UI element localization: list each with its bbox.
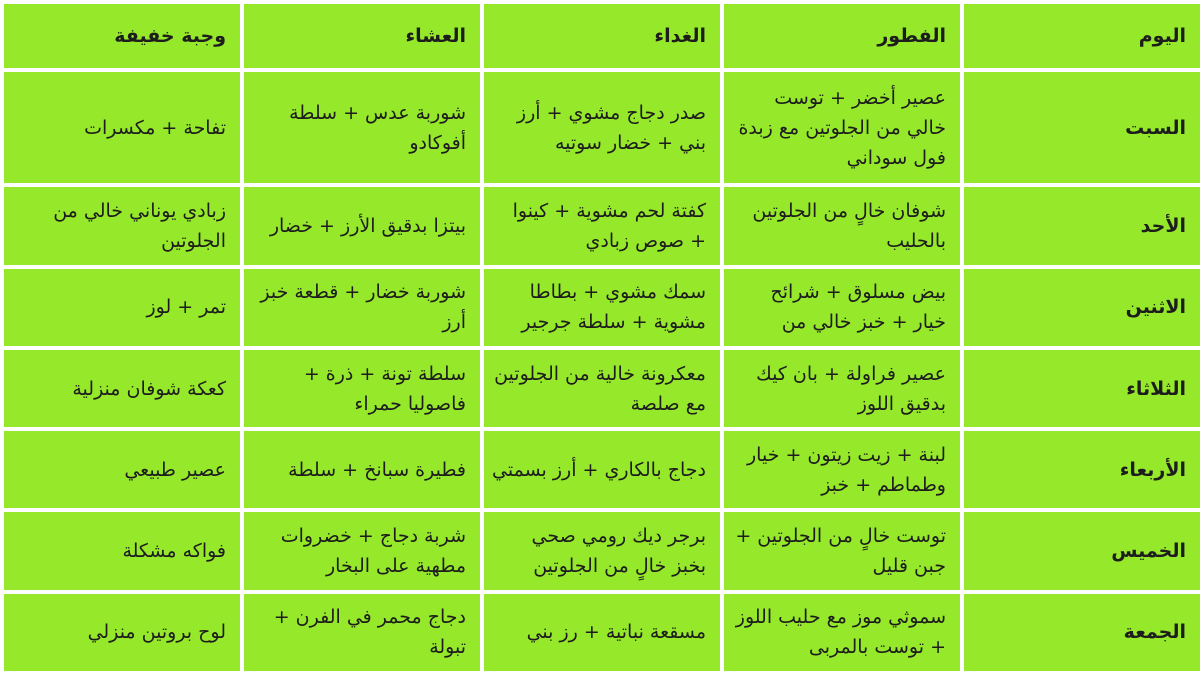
breakfast-cell: شوفان خالٍ من الجلوتين بالحليب — [724, 187, 960, 264]
snack-cell: كعكة شوفان منزلية — [4, 350, 240, 427]
dinner-cell: فطيرة سبانخ + سلطة — [244, 431, 480, 508]
breakfast-cell: عصير أخضر + توست خالي من الجلوتين مع زبدة فول سوداني — [724, 72, 960, 183]
table-header-row — [4, 4, 1200, 68]
header-day: اليوم — [964, 4, 1200, 68]
snack-cell: لوح بروتين منزلي — [4, 594, 240, 671]
header-snack: وجبة خفيفة — [4, 4, 240, 68]
table-row — [4, 269, 1200, 346]
day-cell: الأربعاء — [964, 431, 1200, 508]
table-row — [4, 187, 1200, 264]
header-lunch: الغداء — [484, 4, 720, 68]
breakfast-cell: عصير فراولة + بان كيك بدقيق اللوز — [724, 350, 960, 427]
day-cell: الأحد — [964, 187, 1200, 264]
lunch-cell: برجر ديك رومي صحي بخبز خالٍ من الجلوتين — [484, 512, 720, 589]
snack-cell: فواكه مشكلة — [4, 512, 240, 589]
lunch-cell: صدر دجاج مشوي + أرز بني + خضار سوتيه — [484, 72, 720, 183]
lunch-cell: سمك مشوي + بطاطا مشوية + سلطة جرجير — [484, 269, 720, 346]
dinner-cell: شوربة عدس + سلطة أفوكادو — [244, 72, 480, 183]
dinner-cell: سلطة تونة + ذرة + فاصوليا حمراء — [244, 350, 480, 427]
snack-cell: تفاحة + مكسرات — [4, 72, 240, 183]
lunch-cell: مسقعة نباتية + رز بني — [484, 594, 720, 671]
day-cell: الاثنين — [964, 269, 1200, 346]
dinner-cell: بيتزا بدقيق الأرز + خضار — [244, 187, 480, 264]
day-cell: الخميس — [964, 512, 1200, 589]
breakfast-cell: سموثي موز مع حليب اللوز + توست بالمربى — [724, 594, 960, 671]
table-row — [4, 350, 1200, 427]
dinner-cell: دجاج محمر في الفرن + تبولة — [244, 594, 480, 671]
lunch-cell: معكرونة خالية من الجلوتين مع صلصة — [484, 350, 720, 427]
dinner-cell: شوربة خضار + قطعة خبز أرز — [244, 269, 480, 346]
table-row — [4, 72, 1200, 183]
lunch-cell: دجاج بالكاري + أرز بسمتي — [484, 431, 720, 508]
day-cell: السبت — [964, 72, 1200, 183]
table-row — [4, 594, 1200, 671]
day-cell: الثلاثاء — [964, 350, 1200, 427]
day-cell: الجمعة — [964, 594, 1200, 671]
table-row — [4, 512, 1200, 589]
header-dinner: العشاء — [244, 4, 480, 68]
snack-cell: عصير طبيعي — [4, 431, 240, 508]
dinner-cell: شربة دجاج + خضروات مطهية على البخار — [244, 512, 480, 589]
header-breakfast: الفطور — [724, 4, 960, 68]
snack-cell: تمر + لوز — [4, 269, 240, 346]
table-row — [4, 431, 1200, 508]
breakfast-cell: توست خالٍ من الجلوتين + جبن قليل — [724, 512, 960, 589]
breakfast-cell: لبنة + زيت زيتون + خيار وطماطم + خبز — [724, 431, 960, 508]
breakfast-cell: بيض مسلوق + شرائح خيار + خبز خالي من — [724, 269, 960, 346]
snack-cell: زبادي يوناني خالي من الجلوتين — [4, 187, 240, 264]
lunch-cell: كفتة لحم مشوية + كينوا + صوص زبادي — [484, 187, 720, 264]
